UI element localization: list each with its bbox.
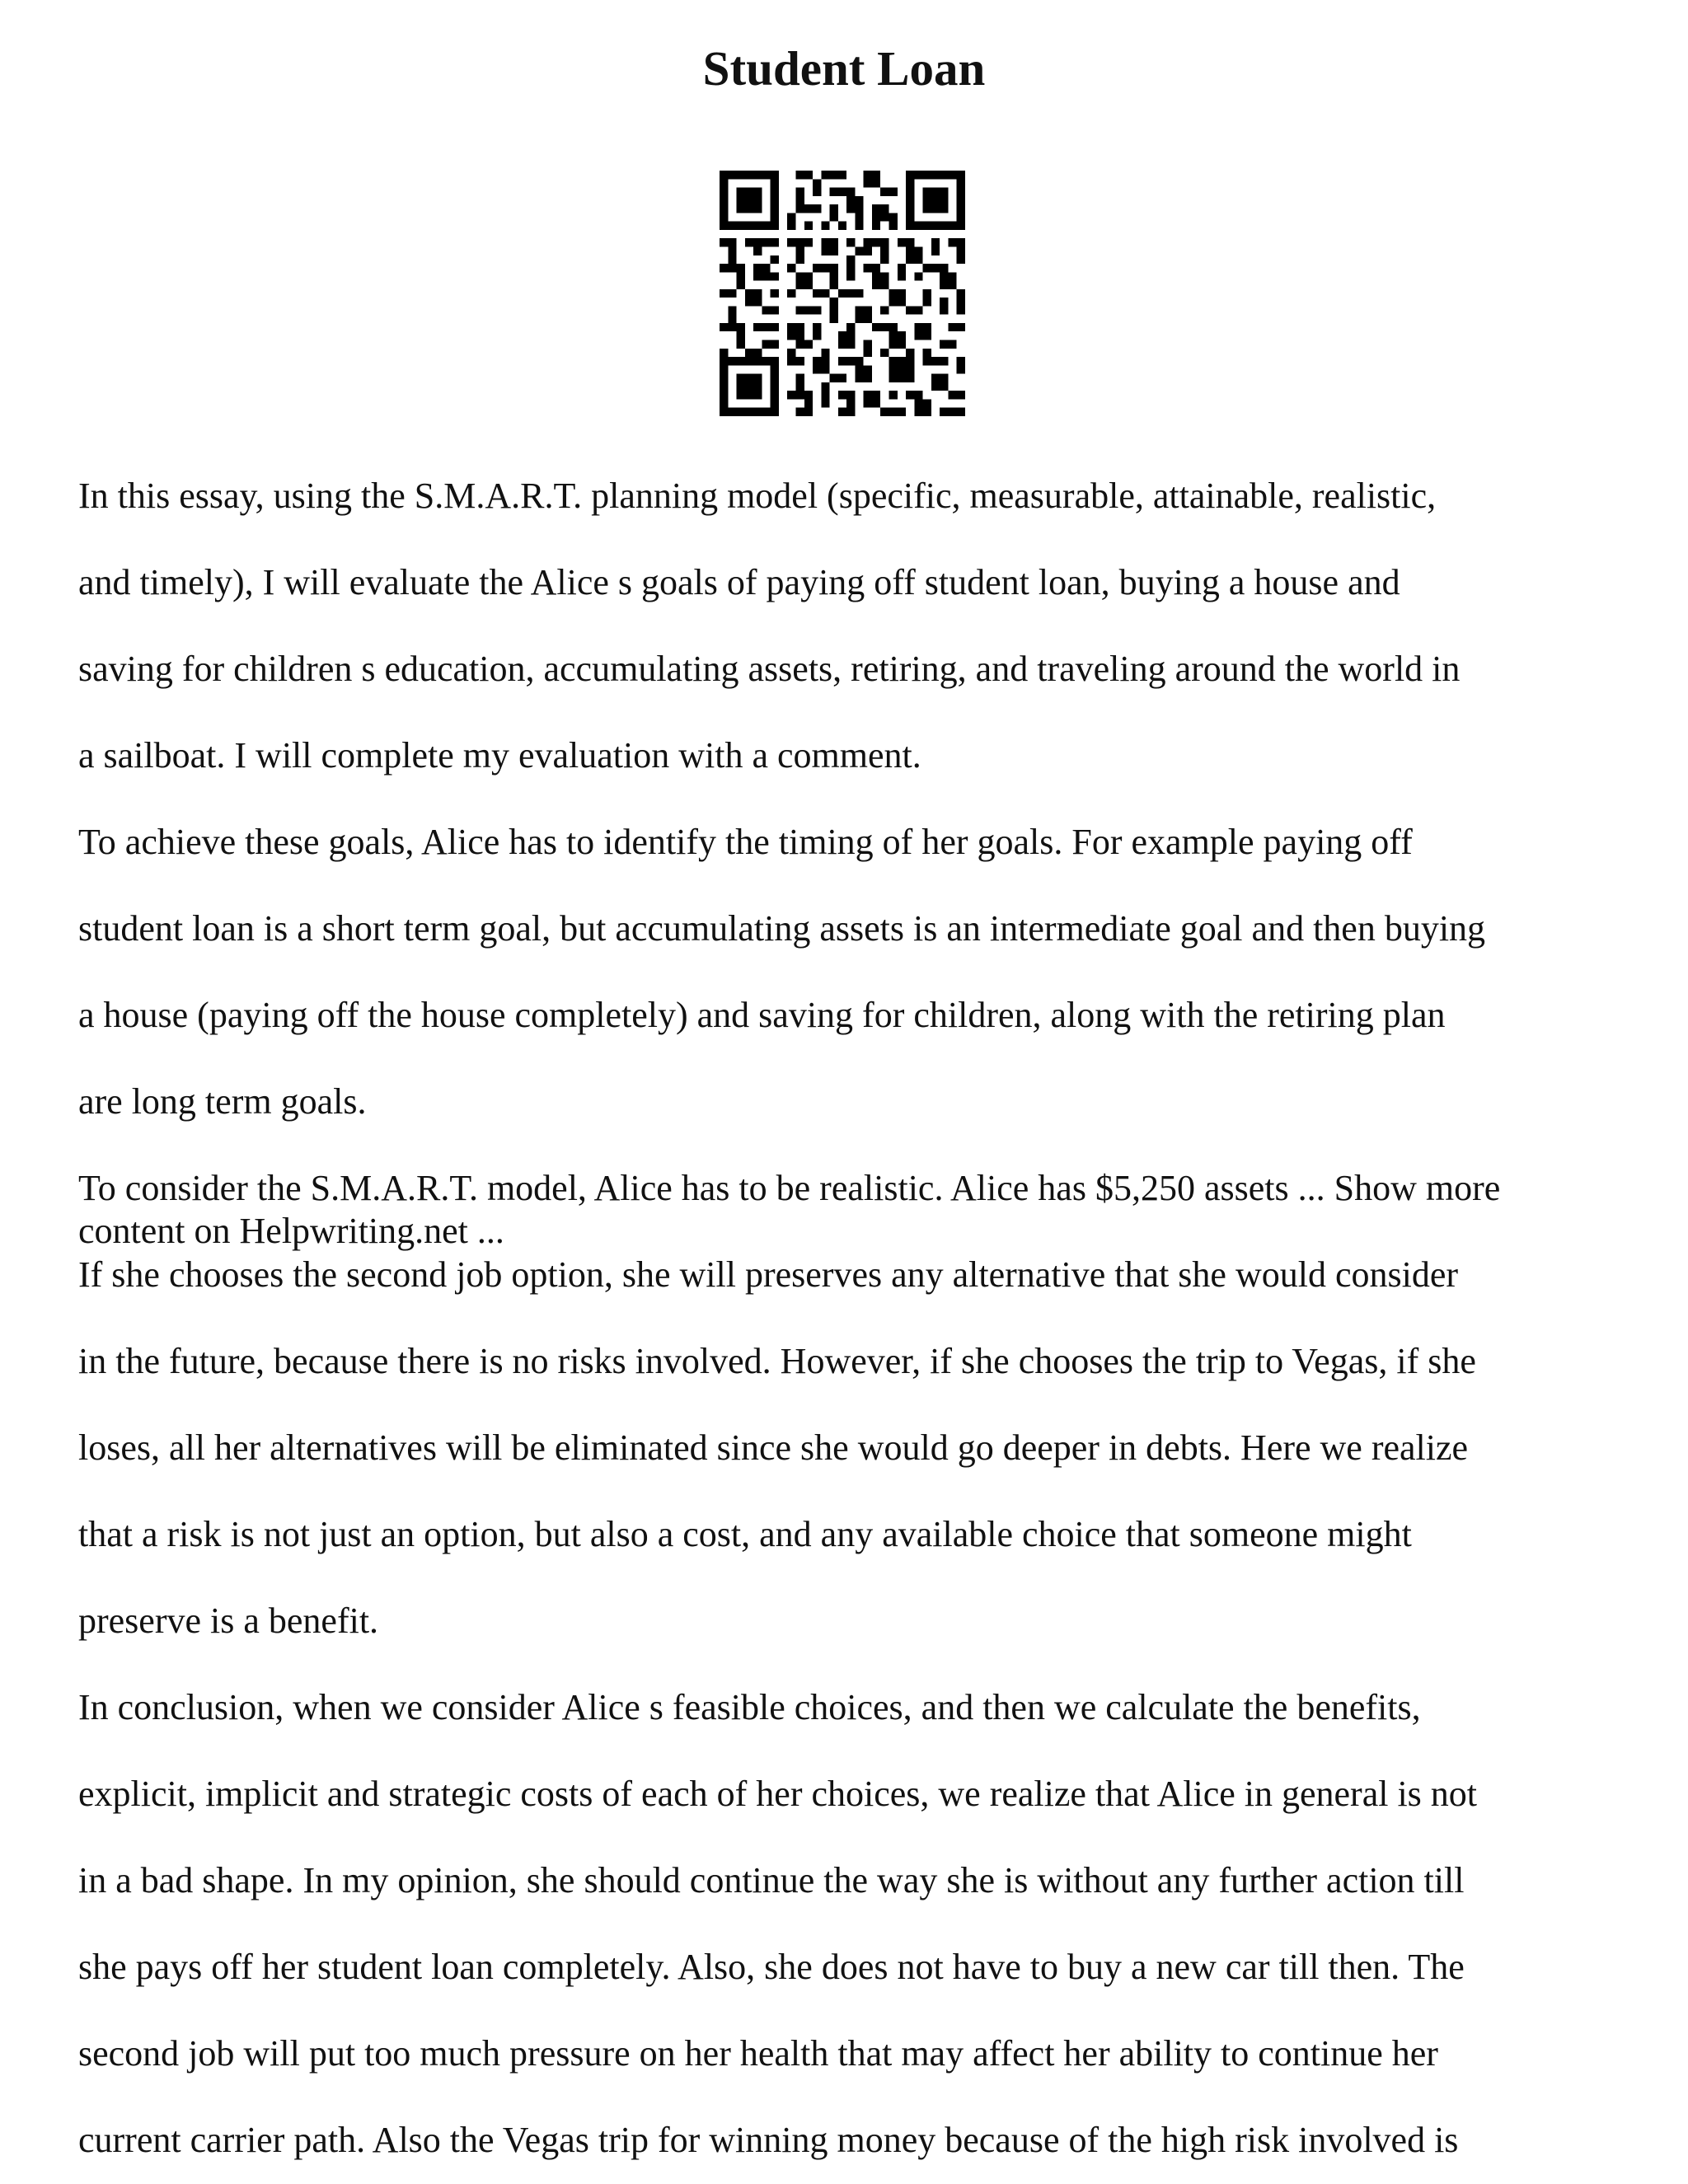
show-more-line: content on Helpwriting.net ... xyxy=(78,1211,504,1251)
qr-code-icon xyxy=(720,171,965,416)
paragraph-line: she pays off her student loan completely. Also, she does not have to buy a new car till then. The xyxy=(78,1947,1465,1987)
document-title: Student Loan xyxy=(702,41,986,96)
paragraph-line: and timely), I will evaluate the Alice s goals of paying off student loan, buying a house and xyxy=(78,562,1400,602)
paragraph-line: To consider the S.M.A.R.T. model, Alice has to be realistic. Alice has $5,250 assets ... Show more xyxy=(78,1168,1501,1208)
paragraph-line: a sailboat. I will complete my evaluation with a comment. xyxy=(78,735,921,776)
paragraph-line: in the future, because there is no risks involved. However, if she chooses the trip to Vegas, if she xyxy=(78,1341,1476,1381)
paragraph-line: If she chooses the second job option, she will preserves any alternative that she would consider xyxy=(78,1254,1458,1295)
paragraph-line: explicit, implicit and strategic costs of each of her choices, we realize that Alice in general is not xyxy=(78,1774,1478,1814)
paragraph-line: saving for children s education, accumulating assets, retiring, and traveling around the world in xyxy=(78,649,1461,689)
paragraph-line: second job will put too much pressure on her health that may affect her ability to continue her xyxy=(78,2033,1438,2074)
paragraph-line: In this essay, using the S.M.A.R.T. planning model (specific, measurable, attainable, realistic, xyxy=(78,476,1437,516)
paragraph-line: in a bad shape. In my opinion, she should continue the way she is without any further action till xyxy=(78,1860,1465,1900)
paragraph-line: that a risk is not just an option, but also a cost, and any available choice that someone might xyxy=(78,1514,1412,1554)
paragraph-line: To achieve these goals, Alice has to identify the timing of her goals. For example paying off xyxy=(78,822,1413,862)
paragraph-line: current carrier path. Also the Vegas trip for winning money because of the high risk involved is xyxy=(78,2120,1459,2160)
paragraph-line: preserve is a benefit. xyxy=(78,1601,379,1641)
paragraph-line: a house (paying off the house completely) and saving for children, along with the retiring plan xyxy=(78,995,1446,1035)
paragraph-line: In conclusion, when we consider Alice s feasible choices, and then we calculate the benefits, xyxy=(78,1687,1421,1727)
paragraph-line: loses, all her alternatives will be eliminated since she would go deeper in debts. Here we realize xyxy=(78,1427,1469,1468)
paragraph-line: student loan is a short term goal, but accumulating assets is an intermediate goal and then buying xyxy=(78,908,1486,949)
paragraph-line: are long term goals. xyxy=(78,1081,367,1122)
